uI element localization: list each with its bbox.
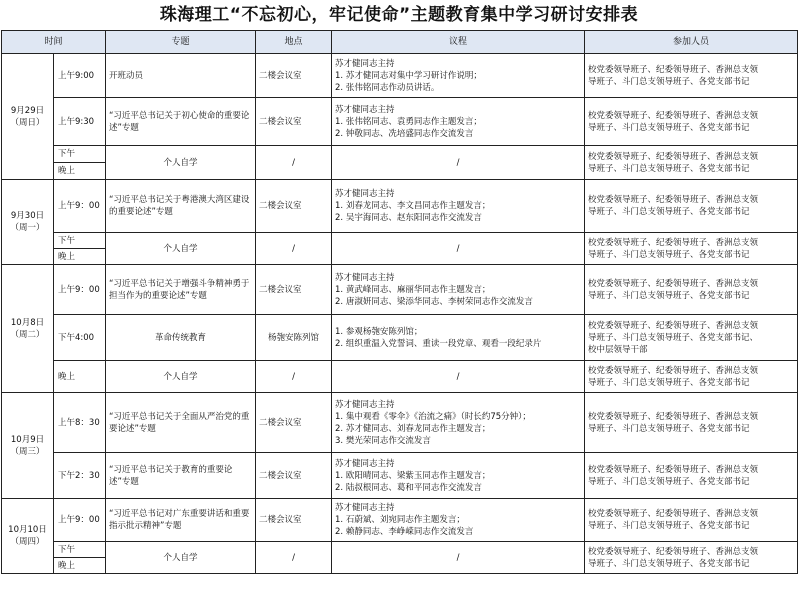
table-row	[2, 180, 798, 233]
time-cell: 上午9：00	[54, 499, 106, 542]
agenda-cell: 苏才健同志主持 1. 苏才健同志对集中学习研讨作说明； 2. 张伟铭同志作动员讲话。	[332, 54, 585, 98]
location-cell: /	[256, 542, 332, 574]
time-cell: 上午9:30	[54, 98, 106, 146]
topic-cell: “习近平总书记对广东重要讲话和重要指示批示精神”专题	[106, 499, 256, 542]
header-time: 时间	[2, 31, 106, 54]
participants-cell: 校党委领导班子、纪委领导班子、香洲总支领 导班子、斗门总支领导班子、各党支部书记	[585, 54, 798, 98]
location-cell: 二楼会议室	[256, 265, 332, 315]
time-cell: 上午8：30	[54, 393, 106, 453]
location-cell: 二楼会议室	[256, 180, 332, 233]
date-cell: 10月9日 （周三）	[2, 393, 54, 499]
participants-cell: 校党委领导班子、纪委领导班子、香洲总支领 导班子、斗门总支领导班子、各党支部书记	[585, 180, 798, 233]
topic-cell: “习近平总书记关于粤港澳大湾区建设的重要论述”专题	[106, 180, 256, 233]
header-location: 地点	[256, 31, 332, 54]
topic-cell: “习近平总书记关于教育的重要论述”专题	[106, 453, 256, 499]
time-cell: 下午	[54, 146, 106, 163]
location-cell: 杨匏安陈列馆	[256, 315, 332, 361]
table-row	[2, 393, 798, 453]
page-title: 珠海理工“不忘初心，牢记使命”主题教育集中学习研讨安排表	[159, 5, 639, 25]
time-cell: 上午9：00	[54, 265, 106, 315]
agenda-cell: 苏才健同志主持 1. 集中观看《零伞》《治流之痛》（时长约75分钟）； 2. 苏才健同志、刘春龙同志作主题发言； 3. 樊光荣同志作交流发言	[332, 393, 585, 453]
topic-cell: “习近平总书记关于增强斗争精神勇于担当作为的重要论述”专题	[106, 265, 256, 315]
time-cell: 上午9:00	[54, 54, 106, 98]
topic-cell: 个人自学	[106, 233, 256, 265]
participants-cell: 校党委领导班子、纪委领导班子、香洲总支领 导班子、斗门总支领导班子、各党支部书记	[585, 542, 798, 574]
table-row	[2, 146, 798, 163]
location-cell: 二楼会议室	[256, 393, 332, 453]
table-row	[2, 453, 798, 499]
participants-cell: 校党委领导班子、纪委领导班子、香洲总支领 导班子、斗门总支领导班子、各党支部书记、 校中层领导干部	[585, 315, 798, 361]
topic-cell: 个人自学	[106, 542, 256, 574]
participants-cell: 校党委领导班子、纪委领导班子、香洲总支领 导班子、斗门总支领导班子、各党支部书记	[585, 453, 798, 499]
agenda-cell: /	[332, 233, 585, 265]
location-cell: 二楼会议室	[256, 98, 332, 146]
date-cell: 10月10日 （周四）	[2, 499, 54, 574]
table-row	[2, 499, 798, 542]
schedule-table	[1, 30, 798, 574]
topic-cell: “习近平总书记关于全面从严治党的重要论述”专题	[106, 393, 256, 453]
table-row	[2, 265, 798, 315]
agenda-cell: 苏才健同志主持 1. 石蔚斌、刘宛同志作主题发言； 2. 赖静同志、李峥嵘同志作交流发言	[332, 499, 585, 542]
header-participants: 参加人员	[585, 31, 798, 54]
topic-cell: 革命传统教育	[106, 315, 256, 361]
agenda-cell: 苏才健同志主持 1. 欧阳晴同志、梁紫玉同志作主题发言； 2. 陆叔根同志、葛和平同志作交流发言	[332, 453, 585, 499]
location-cell: /	[256, 146, 332, 180]
agenda-cell: /	[332, 146, 585, 180]
date-cell: 10月8日 （周二）	[2, 265, 54, 393]
date-cell: 9月30日 （周一）	[2, 180, 54, 265]
topic-cell: 个人自学	[106, 361, 256, 393]
participants-cell: 校党委领导班子、纪委领导班子、香洲总支领 导班子、斗门总支领导班子、各党支部书记	[585, 233, 798, 265]
time-cell: 下午2：30	[54, 453, 106, 499]
time-cell: 上午9：00	[54, 180, 106, 233]
time-cell: 下午	[54, 233, 106, 249]
agenda-cell: 苏才健同志主持 1. 黄武峰同志、麻丽华同志作主题发言； 2. 唐淑妍同志、梁添华同志、李树荣同志作交流发言	[332, 265, 585, 315]
time-cell: 下午	[54, 542, 106, 558]
topic-cell: 个人自学	[106, 146, 256, 180]
time-cell: 晚上	[54, 558, 106, 574]
location-cell: 二楼会议室	[256, 54, 332, 98]
header-agenda: 议程	[332, 31, 585, 54]
table-row	[2, 315, 798, 361]
time-cell: 晚上	[54, 249, 106, 265]
location-cell: 二楼会议室	[256, 499, 332, 542]
participants-cell: 校党委领导班子、纪委领导班子、香洲总支领 导班子、斗门总支领导班子、各党支部书记	[585, 265, 798, 315]
header-topic: 专题	[106, 31, 256, 54]
participants-cell: 校党委领导班子、纪委领导班子、香洲总支领 导班子、斗门总支领导班子、各党支部书记	[585, 393, 798, 453]
topic-cell: 开班动员	[106, 54, 256, 98]
table-row	[2, 54, 798, 98]
participants-cell: 校党委领导班子、纪委领导班子、香洲总支领 导班子、斗门总支领导班子、各党支部书记	[585, 499, 798, 542]
agenda-cell: /	[332, 542, 585, 574]
time-cell: 晚上	[54, 361, 106, 393]
location-cell: /	[256, 233, 332, 265]
time-cell: 下午4:00	[54, 315, 106, 361]
agenda-cell: /	[332, 361, 585, 393]
participants-cell: 校党委领导班子、纪委领导班子、香洲总支领 导班子、斗门总支领导班子、各党支部书记	[585, 146, 798, 180]
location-cell: 二楼会议室	[256, 453, 332, 499]
participants-cell: 校党委领导班子、纪委领导班子、香洲总支领 导班子、斗门总支领导班子、各党支部书记	[585, 98, 798, 146]
header-row	[2, 31, 798, 54]
table-row	[2, 98, 798, 146]
table-row	[2, 233, 798, 249]
date-cell: 9月29日 （周日）	[2, 54, 54, 180]
table-row	[2, 542, 798, 558]
location-cell: /	[256, 361, 332, 393]
time-cell: 晚上	[54, 163, 106, 180]
agenda-cell: 1. 参观杨匏安陈列馆； 2. 组织重温入党誓词、重读一段党章、观看一段纪录片	[332, 315, 585, 361]
agenda-cell: 苏才健同志主持 1. 张伟铭同志、袁勇同志作主题发言； 2. 钟敬同志、冼培盛同志作交流发言	[332, 98, 585, 146]
participants-cell: 校党委领导班子、纪委领导班子、香洲总支领 导班子、斗门总支领导班子、各党支部书记	[585, 361, 798, 393]
topic-cell: “习近平总书记关于初心使命的重要论述”专题	[106, 98, 256, 146]
agenda-cell: 苏才健同志主持 1. 刘春龙同志、李文昌同志作主题发言； 2. 吴宇海同志、赵东阳同志作交流发言	[332, 180, 585, 233]
table-row	[2, 361, 798, 393]
